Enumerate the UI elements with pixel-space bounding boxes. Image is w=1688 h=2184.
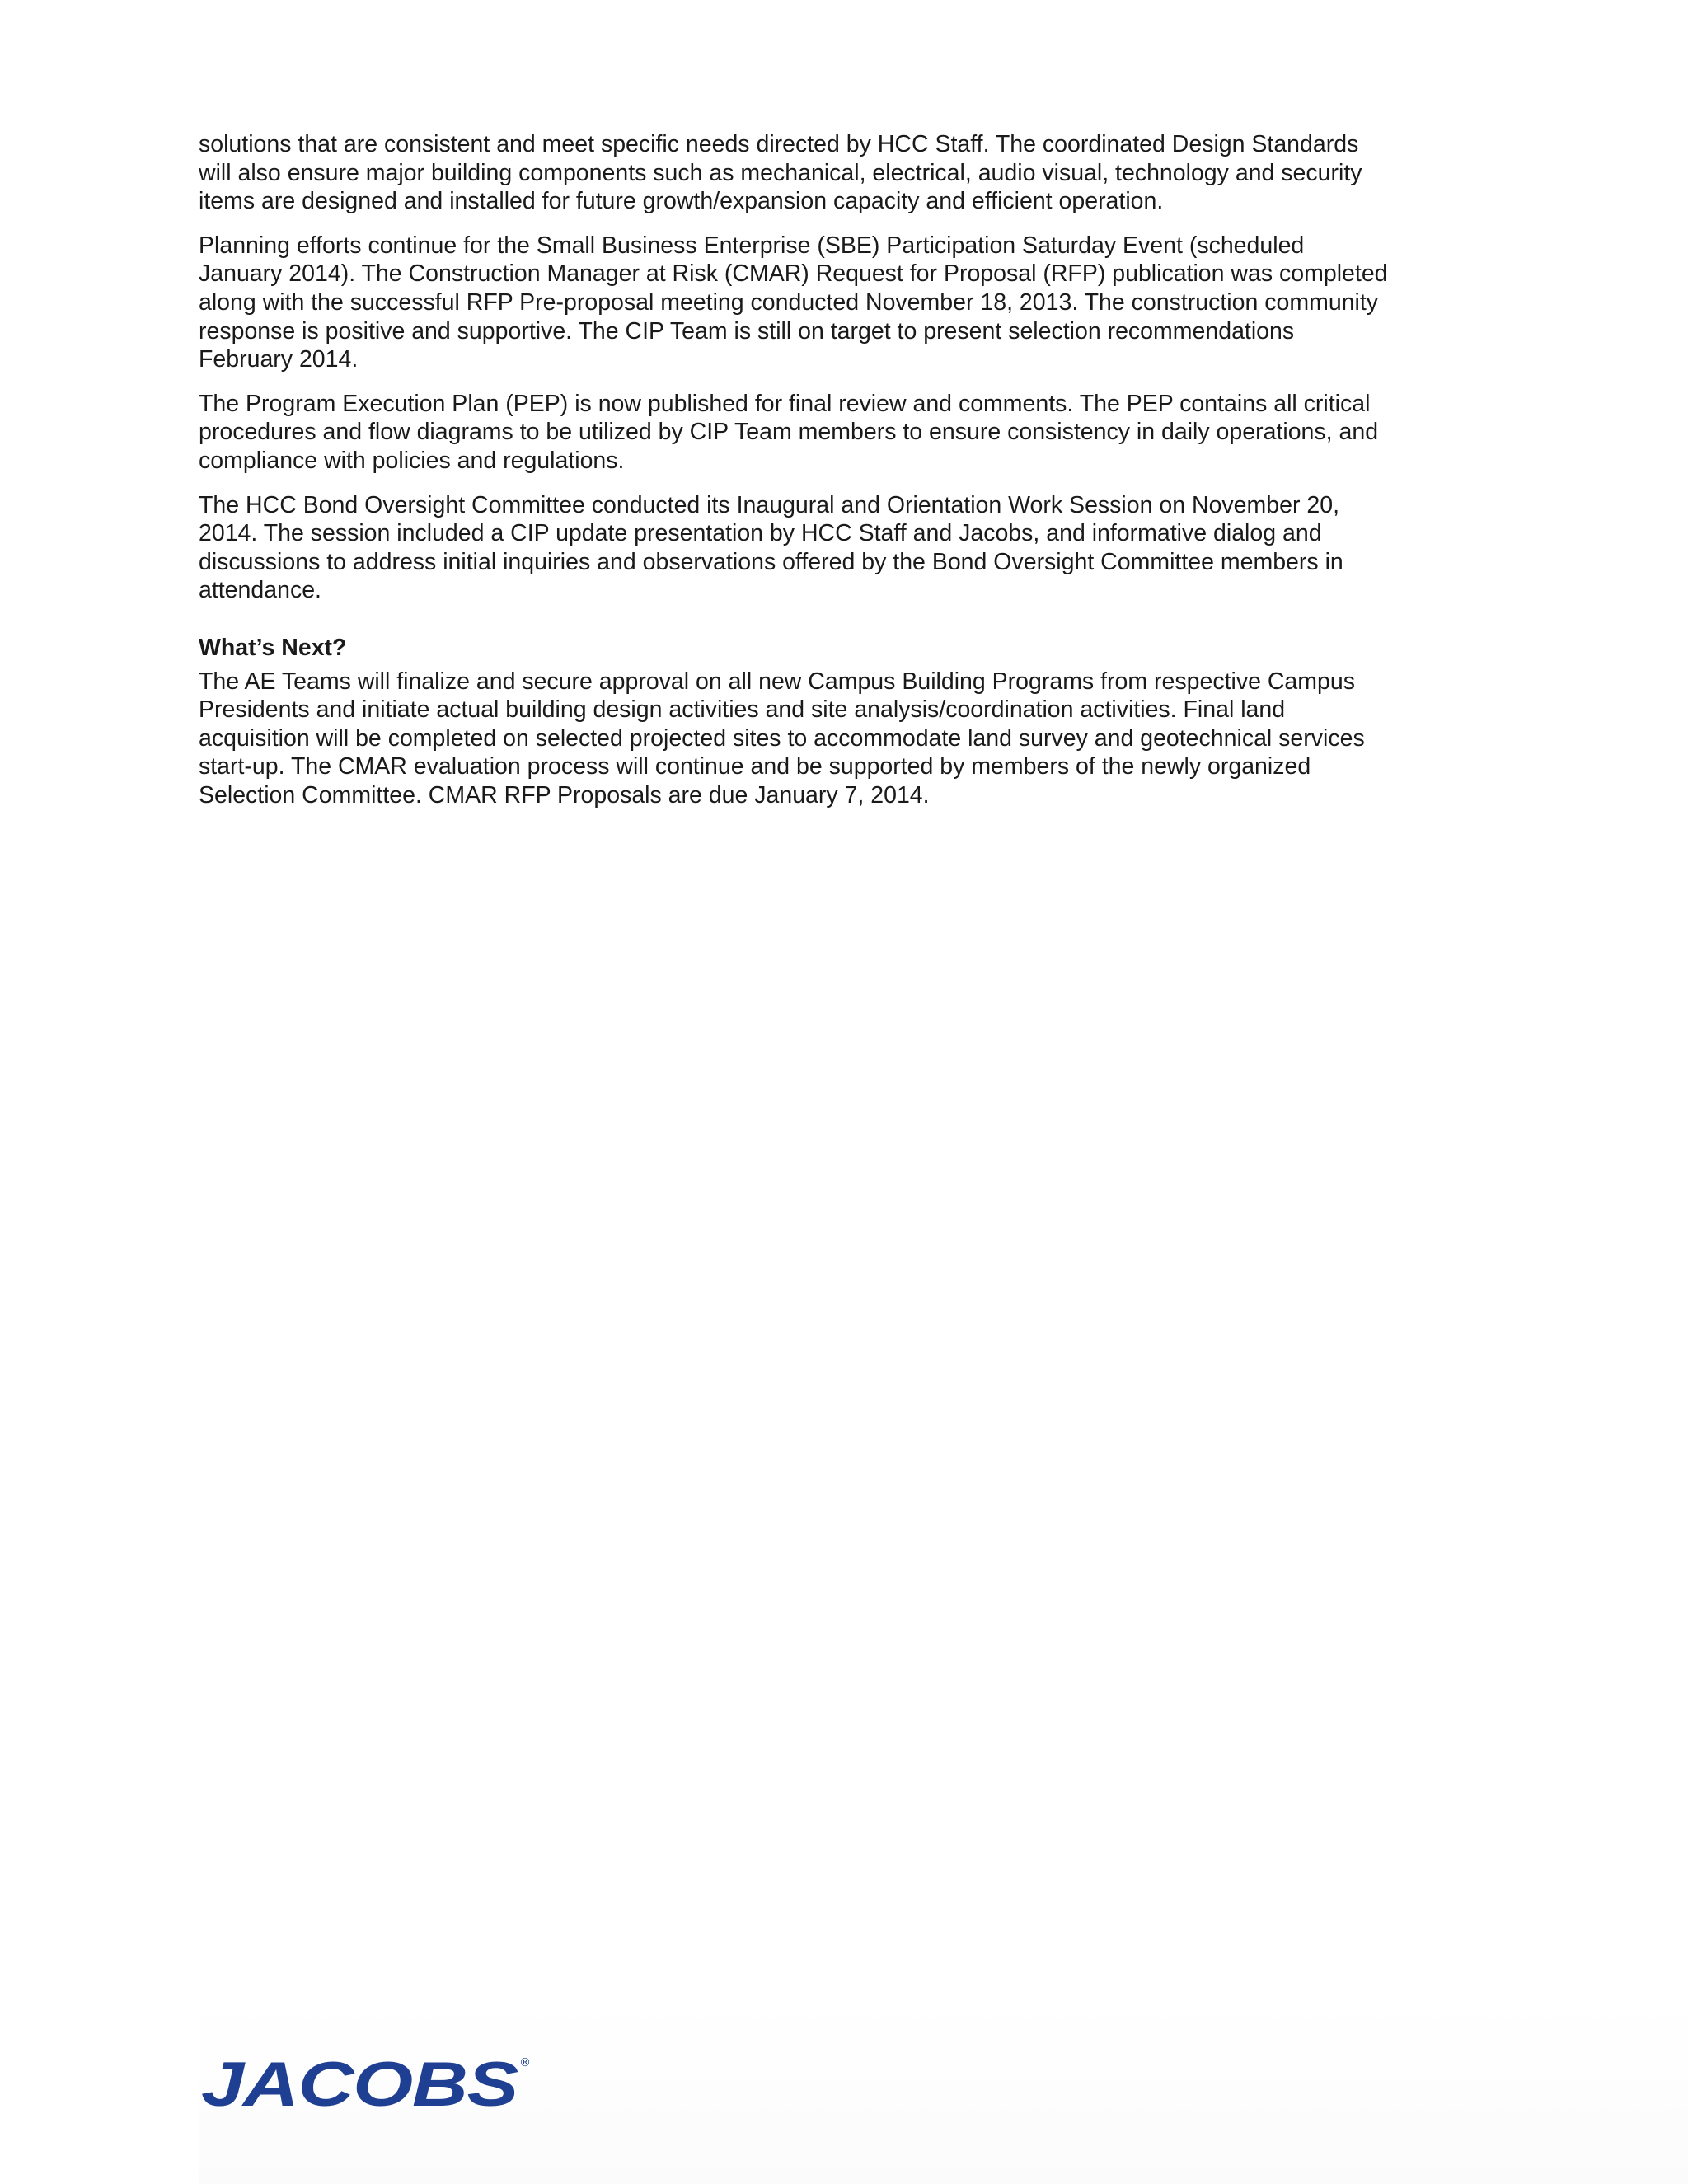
registered-mark: ® — [519, 2056, 531, 2069]
whats-next-heading: What’s Next? — [199, 634, 347, 661]
paragraph-pep: The Program Execution Plan (PEP) is now published for final review and comments. The PEP contains all critical procedures and flow diagrams to be utilized by CIP Team members to ensure consistency in daily operations, and compliance with policies and regulations. — [199, 390, 1379, 474]
paragraph-sbe-cmar: Planning efforts continue for the Small Business Enterprise (SBE) Participation Saturday Event (scheduled January 2014). The Construction Manager at Risk (CMAR) Request for Proposal (RFP) publication was completed along with the successful RFP Pre-proposal meeting conducted November 18, 2013. The construction community response is positive and supportive. The CIP Team is still on target to present selection recommendations February 2014. — [199, 232, 1388, 373]
document-body — [199, 130, 1394, 809]
whats-next-paragraph: The AE Teams will finalize and secure approval on all new Campus Building Programs from respective Campus Presidents and initiate actual building design activities and site analysis/coordination activities. Final land acquisition will be completed on selected projected sites to accommodate land survey and geotechnical services start-up. The CMAR evaluation process will continue and be supported by members of the newly organized Selection Committee. CMAR RFP Proposals are due January 7, 2014. — [199, 668, 1365, 808]
paragraph-design-standards: solutions that are consistent and meet specific needs directed by HCC Staff. The coordinated Design Standards will also ensure major building components such as mechanical, electrical, audio visual, technology and security items are designed and installed for future growth/expansion capacity and efficient operation. — [199, 131, 1362, 215]
logo-wordmark: JACOBS — [201, 2053, 518, 2111]
paragraph-bond-oversight: The HCC Bond Oversight Committee conducted its Inaugural and Orientation Work Session on November 20, 2014. The session included a CIP update presentation by HCC Staff and Jacobs, and informative dialog and discussions to address initial inquiries and observations offered by the Bond Oversight Committee members in attendance. — [199, 491, 1343, 604]
jacobs-logo — [201, 2053, 531, 2111]
